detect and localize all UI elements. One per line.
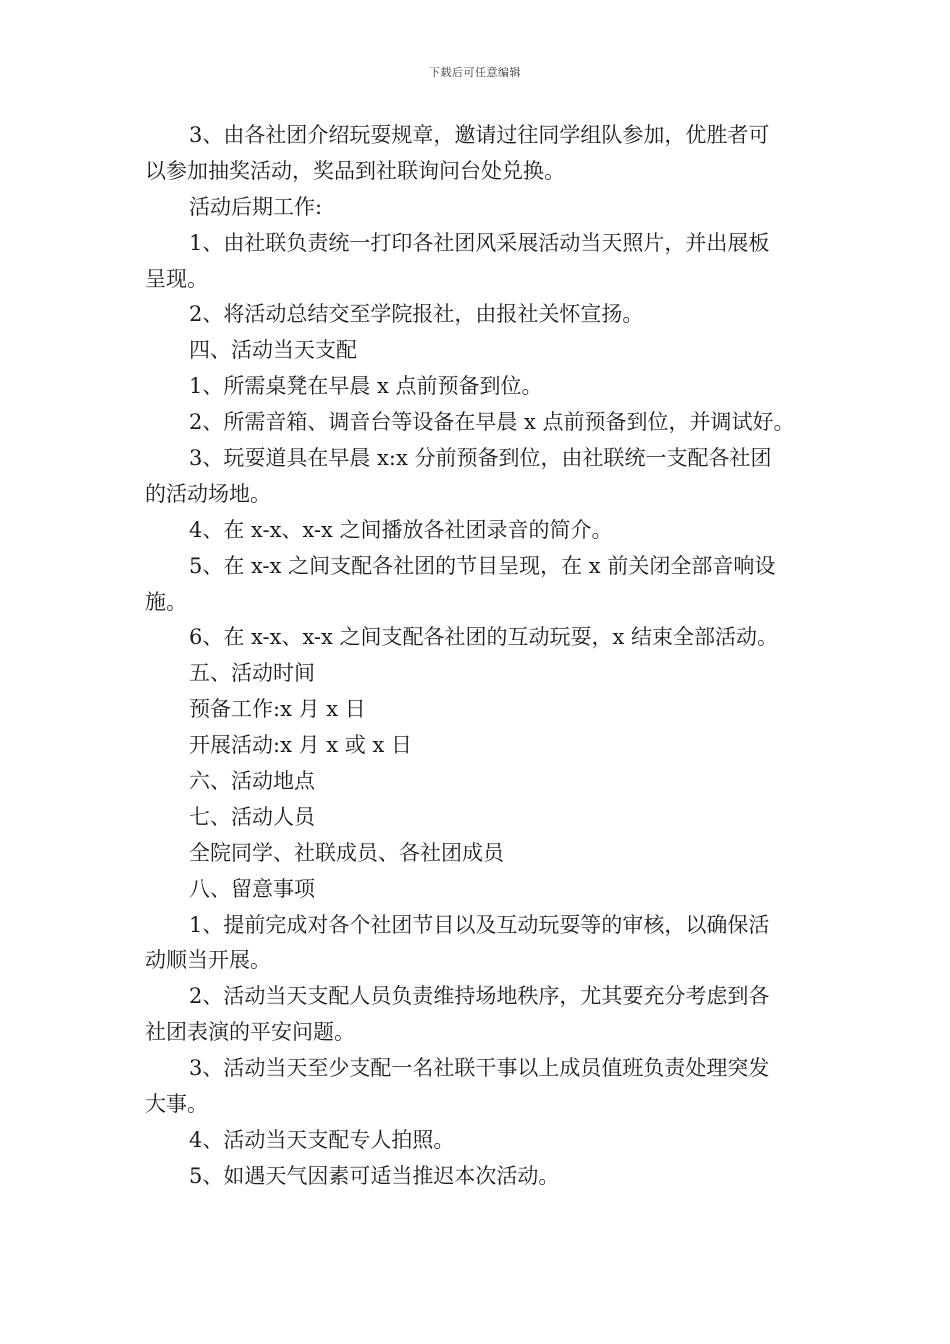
text-line: 社团表演的平安问题。 — [145, 1020, 355, 1045]
text-line: 1、由社联负责统一打印各社团风采展活动当天照片，并出展板 — [189, 230, 770, 255]
text-line: 3、活动当天至少支配一名社联干事以上成员值班负责处理突发 — [189, 1056, 770, 1081]
text-line: 6、在 x-x、x-x 之间支配各社团的互动玩耍，x 结束全部活动。 — [189, 625, 779, 650]
text-line: 2、活动当天支配人员负责维持场地秩序，尤其要充分考虑到各 — [189, 984, 770, 1009]
text-line: 5、如遇天气因素可适当推迟本次活动。 — [189, 1163, 560, 1188]
text-line: 2、所需音箱、调音台等设备在早晨 x 点前预备到位，并调试好。 — [189, 410, 795, 435]
text-line: 的活动场地。 — [145, 481, 271, 506]
text-line: 动顺当开展。 — [145, 948, 271, 973]
text-line: 以参加抽奖活动，奖品到社联询问台处兑换。 — [145, 158, 565, 183]
text-line: 七、活动人员 — [189, 804, 315, 829]
page-header: 下载后可任意编辑 — [429, 66, 521, 79]
text-line: 4、活动当天支配专人拍照。 — [189, 1127, 455, 1152]
text-line: 1、所需桌凳在早晨 x 点前预备到位。 — [189, 374, 543, 399]
text-line: 3、由各社团介绍玩耍规章，邀请过往同学组队参加，优胜者可 — [189, 123, 770, 147]
text-line: 施。 — [145, 589, 187, 614]
text-line: 六、活动地点 — [189, 769, 315, 794]
text-line: 全院同学、社联成员、各社团成员 — [189, 840, 504, 865]
text-line: 五、活动时间 — [189, 661, 315, 686]
text-line: 四、活动当天支配 — [189, 338, 357, 363]
text-line: 活动后期工作: — [189, 194, 323, 219]
text-line: 大事。 — [145, 1092, 208, 1117]
text-line: 5、在 x-x 之间支配各社团的节目呈现，在 x 前关闭全部音响设 — [189, 553, 776, 578]
text-line: 2、将活动总结交至学院报社，由报社关怀宣扬。 — [189, 302, 644, 327]
text-line: 4、在 x-x、x-x 之间播放各社团录音的简介。 — [189, 517, 613, 542]
document-body — [145, 118, 813, 1195]
text-line: 1、提前完成对各个社团节目以及互动玩耍等的审核，以确保活 — [189, 912, 770, 937]
text-line: 八、留意事项 — [189, 876, 315, 901]
text-line: 预备工作:x 月 x 日 — [189, 697, 366, 722]
text-line: 呈现。 — [145, 266, 208, 291]
text-line: 开展活动:x 月 x 或 x 日 — [189, 733, 412, 758]
text-line: 3、玩耍道具在早晨 x:x 分前预备到位，由社联统一支配各社团 — [189, 446, 772, 471]
